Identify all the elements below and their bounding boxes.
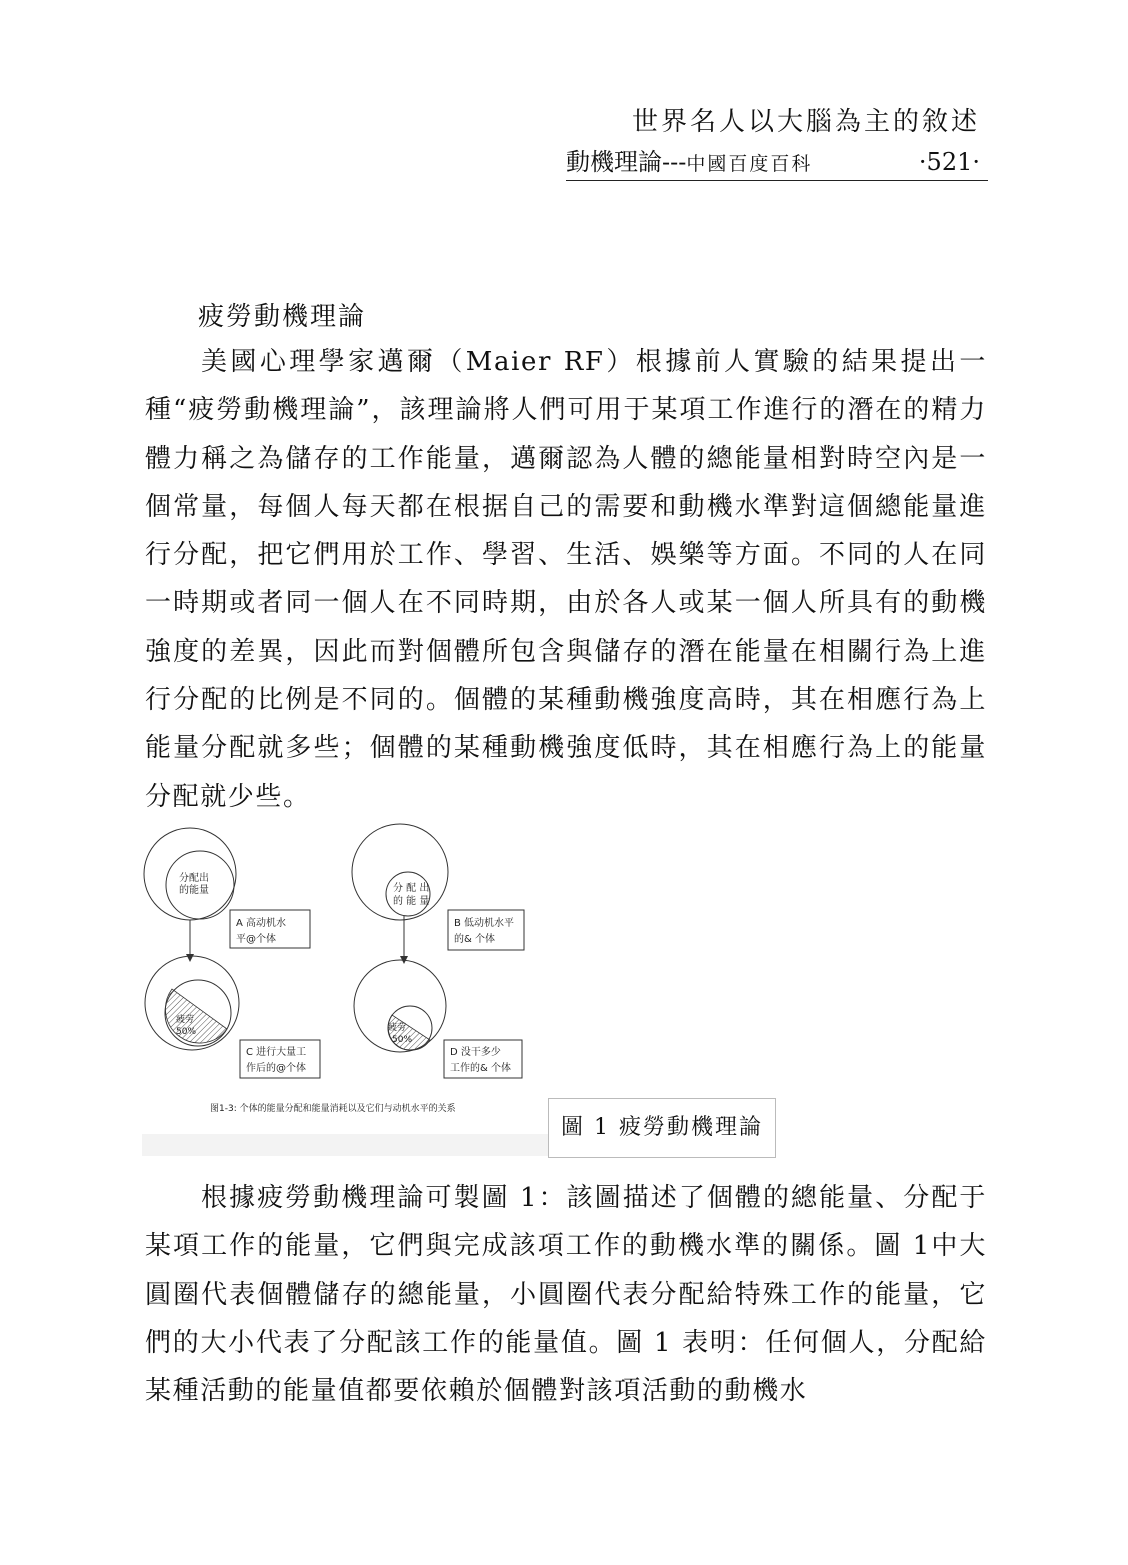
circle-b-label-1: 分 配 出 xyxy=(393,883,430,894)
figure-inner-caption: 图1-3: 个体的能量分配和能量消耗以及它们与动机水平的关系 xyxy=(210,1104,456,1114)
section-heading: 疲勞動機理論 xyxy=(198,302,367,332)
figure-bottom-strip xyxy=(142,1134,582,1156)
circle-a-label-1: 分配出 xyxy=(179,873,209,884)
circle-b-label-2: 的 能 量 xyxy=(393,896,430,907)
box-b-line-1: B 低动机水平 xyxy=(454,918,515,929)
header-subtitle-source: 中國百度百科 xyxy=(686,153,813,175)
box-d-line-2: 工作的& 个体 xyxy=(450,1063,511,1074)
box-c-line-1: C 进行大量工 xyxy=(246,1047,307,1058)
body-paragraph-2: 根據疲勞動機理論可製圖 1：該圖描述了個體的總能量、分配于某項工作的能量，它們與完成該項工作的動機水準的關係。圖 1中大圓圈代表個體儲存的總能量，小圓圈代表分配給特殊工作的能量，它們的大小代表了分配該工作的能量值。圖 1 表明：任何個人，分配給某種活動的能量值都要依賴於個體對該項活動的動機水 xyxy=(145,1183,987,1407)
box-b-line-2: 的& 个体 xyxy=(454,934,495,945)
box-c-line-2: 作后的@个体 xyxy=(246,1063,306,1074)
box-d-line-1: D 没干多少 xyxy=(450,1047,501,1058)
fatigue-area-c xyxy=(165,989,227,1043)
box-a-line-2: 平@个体 xyxy=(236,934,276,945)
circle-a-label-2: 的能量 xyxy=(179,885,209,896)
allocated-energy-circle-b xyxy=(386,872,430,916)
figure-caption-box: 圖 1 疲勞動機理論 xyxy=(548,1098,776,1158)
body-paragraph-1: 美國心理學家邁爾（Maier RF）根據前人實驗的結果提出一種“疲勞動機理論”，該理論將人們可用于某項工作進行的潛在的精力體力稱之為儲存的工作能量，邁爾認為人體的總能量相對時空內是一個常量，每個人每天都在根据自己的需要和動機水準對這個總能量進行分配，把它們用於工作、學習、生活、娛樂等方面。不同的人在同一時期或者同一個人在不同時期，由於各人或某一個人所具有的動機強度的差異，因此而對個體所包含與儲存的潛在能量在相關行為上進行分配的比例是不同的。個體的某種動機強度高時，其在相應行為上能量分配就多些；個體的某種動機強度低時，其在相應行為上的能量分配就少些。 xyxy=(145,347,987,812)
box-a-line-1: A 高动机水 xyxy=(236,918,287,929)
fatigue-motivation-figure xyxy=(142,818,550,1156)
fatigue-c-label-1: 疲劳 xyxy=(176,1015,195,1025)
fatigue-d-label-1: 疲劳 xyxy=(388,1023,407,1033)
page-number: ·521· xyxy=(918,148,980,176)
running-header-title: 世界名人以大腦為主的敘述 xyxy=(631,107,980,137)
header-subtitle-main: 動機理論--- xyxy=(566,148,687,176)
running-header-subtitle xyxy=(566,144,988,181)
fatigue-d-label-2: 50% xyxy=(392,1035,413,1045)
fatigue-c-label-2: 50% xyxy=(176,1027,197,1037)
figure-diagram xyxy=(142,818,550,1134)
